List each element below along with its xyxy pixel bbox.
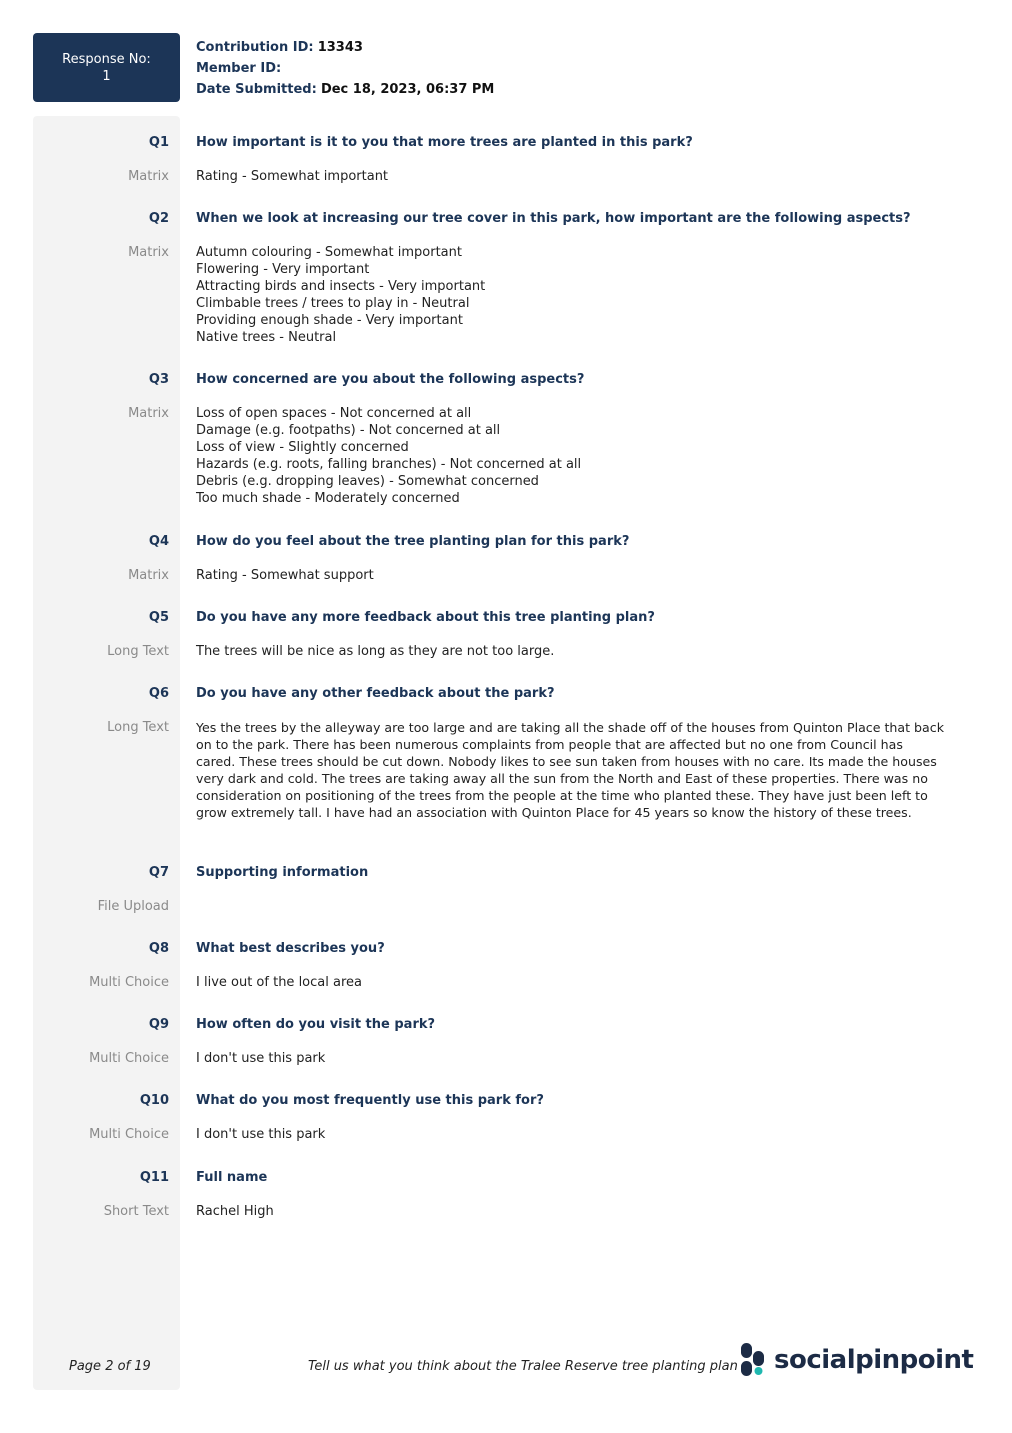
answer-line: Damage (e.g. footpaths) - Not concerned at all <box>196 423 501 438</box>
pinpoint-icon <box>740 1343 766 1377</box>
question-type: Multi Choice <box>89 1127 169 1142</box>
answer-list <box>196 567 946 584</box>
answer-list <box>196 1050 946 1067</box>
contribution-label: Contribution ID: <box>196 40 314 55</box>
response-number-badge <box>33 33 180 102</box>
answer-list <box>196 168 946 185</box>
response-label: Response No: <box>62 51 151 67</box>
question-text: How important is it to you that more trees are planted in this park? <box>196 135 693 150</box>
survey-title: Tell us what you think about the Tralee Reserve tree planting plan <box>308 1359 738 1374</box>
question-text: How often do you visit the park? <box>196 1017 436 1032</box>
question-text: How concerned are you about the following aspects? <box>196 372 585 387</box>
answer-line: I don't use this park <box>196 1127 326 1142</box>
question-text: What best describes you? <box>196 941 385 956</box>
answer-line: Loss of open spaces - Not concerned at all <box>196 406 472 421</box>
member-label: Member ID: <box>196 61 282 76</box>
answer-line: Autumn colouring - Somewhat important <box>196 245 462 260</box>
question-type: Multi Choice <box>89 975 169 990</box>
contribution-value: 13343 <box>317 40 363 55</box>
date-label: Date Submitted: <box>196 82 317 97</box>
question-number: Q3 <box>148 372 169 387</box>
question-text: How do you feel about the tree planting plan for this park? <box>196 534 630 549</box>
question-type: Matrix <box>128 245 169 260</box>
answer-line: Debris (e.g. dropping leaves) - Somewhat concerned <box>196 474 539 489</box>
question-text: When we look at increasing our tree cover in this park, how important are the following aspects? <box>196 211 911 226</box>
question-text: Do you have any other feedback about the park? <box>196 686 555 701</box>
question-number: Q10 <box>139 1093 169 1108</box>
answer-line: Native trees - Neutral <box>196 330 337 345</box>
question-text: Full name <box>196 1170 268 1185</box>
answer-list <box>196 244 946 346</box>
page-number: Page 2 of 19 <box>69 1359 151 1374</box>
question-type: Multi Choice <box>89 1051 169 1066</box>
answer-list <box>196 1203 946 1220</box>
answer-paragraph: Yes the trees by the alleyway are too large and are taking all the shade off of the houses from Quinton Place that back on to the park. There has been numerous complaints from people that are affected but no one from Council has cared. These trees should be cut down. Nobody likes to see sun taken from houses with no care. Its made the houses very dark and cold. The trees are taking away all the sun from the North and East of these properties. There was no consideration on positioning of the trees from the people at the time who planted these. They have just been left to grow extremely tall. I have had an association with Quinton Place for 45 years so know the history of these trees. <box>196 720 944 820</box>
question-number: Q11 <box>139 1170 169 1185</box>
brand-name: socialpinpoint <box>774 1345 974 1375</box>
answer-line: Providing enough shade - Very important <box>196 313 463 328</box>
question-number: Q5 <box>148 610 169 625</box>
answer-line: Climbable trees / trees to play in - Neutral <box>196 296 470 311</box>
question-text: What do you most frequently use this park for? <box>196 1093 544 1108</box>
question-text: Supporting information <box>196 865 369 880</box>
question-number: Q9 <box>148 1017 169 1032</box>
question-type: Long Text <box>107 720 169 735</box>
question-type: Matrix <box>128 568 169 583</box>
question-sidebar <box>33 116 180 1390</box>
answer-line: Rating - Somewhat support <box>196 568 374 583</box>
date-value: Dec 18, 2023, 06:37 PM <box>320 82 495 97</box>
answer-list <box>196 405 946 507</box>
response-number: 1 <box>102 68 111 84</box>
answer-line: Rating - Somewhat important <box>196 169 389 184</box>
question-number: Q7 <box>148 865 169 880</box>
answer-list <box>196 719 946 821</box>
question-type: File Upload <box>97 899 169 914</box>
question-type: Matrix <box>128 169 169 184</box>
answer-line: I live out of the local area <box>196 975 362 990</box>
question-number: Q1 <box>148 135 169 150</box>
question-number: Q6 <box>148 686 169 701</box>
question-type: Long Text <box>107 644 169 659</box>
answer-line: Hazards (e.g. roots, falling branches) - Not concerned at all <box>196 457 582 472</box>
question-text: Do you have any more feedback about this tree planting plan? <box>196 610 655 625</box>
question-type: Matrix <box>128 406 169 421</box>
answer-line: Too much shade - Moderately concerned <box>196 491 460 506</box>
brand-logo <box>740 1343 973 1377</box>
question-number: Q8 <box>148 941 169 956</box>
question-number: Q2 <box>148 211 169 226</box>
answer-line: Rachel High <box>196 1204 274 1219</box>
answer-line: Loss of view - Slightly concerned <box>196 440 409 455</box>
question-number: Q4 <box>148 534 169 549</box>
answer-line: The trees will be nice as long as they are not too large. <box>196 644 555 659</box>
answer-list <box>196 643 946 660</box>
answer-line: Attracting birds and insects - Very important <box>196 279 486 294</box>
answer-list <box>196 974 946 991</box>
answer-line: I don't use this park <box>196 1051 326 1066</box>
answer-line: Flowering - Very important <box>196 262 370 277</box>
submission-meta <box>196 37 494 100</box>
answer-list <box>196 1126 946 1143</box>
question-type: Short Text <box>103 1204 169 1219</box>
